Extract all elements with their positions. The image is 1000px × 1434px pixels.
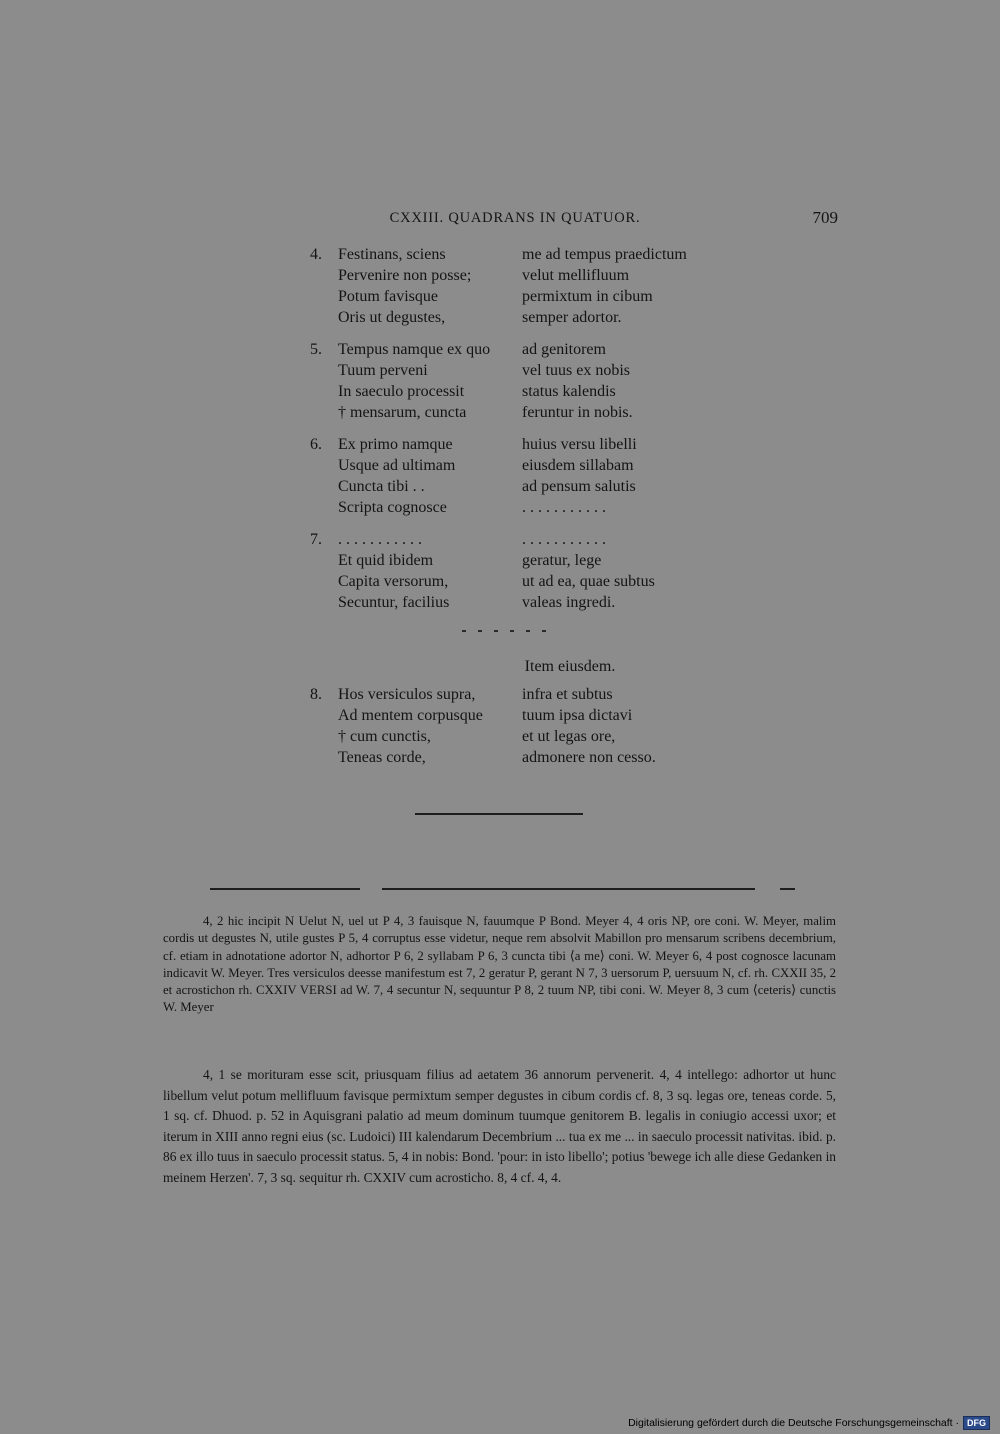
verse-left: Teneas corde,: [338, 749, 426, 766]
end-of-poem-rule: [415, 813, 583, 815]
verse-right: valeas ingredi.: [522, 594, 616, 611]
verse-right: ad pensum salutis: [522, 478, 636, 495]
running-header: [310, 208, 838, 232]
stanza-number: 7.: [310, 531, 322, 548]
section-divider: [462, 630, 552, 632]
stanza-number: 5.: [310, 341, 322, 358]
verse-line: [310, 476, 830, 497]
footnote-rule: [210, 888, 795, 890]
commentary: [163, 1065, 836, 1188]
verse-left: Scripta cognosce: [338, 499, 447, 516]
verse-right: infra et subtus: [522, 686, 613, 703]
verse-line: [310, 307, 830, 328]
poem-stanzas: [310, 244, 830, 624]
verse-right: semper adortor.: [522, 309, 622, 326]
verse-left: † cum cunctis,: [338, 728, 431, 745]
verse-line: [310, 684, 830, 705]
page-number: 709: [812, 208, 838, 227]
verse-right: . . . . . . . . . . .: [522, 531, 606, 548]
verse-left: Pervenire non posse;: [338, 267, 472, 284]
verse-right: ut ad ea, quae subtus: [522, 573, 655, 590]
verse-right: feruntur in nobis.: [522, 404, 633, 421]
verse-line: [310, 244, 830, 265]
verse-left: In saeculo processit: [338, 383, 465, 400]
verse-right: permixtum in cibum: [522, 288, 653, 305]
verse-right: me ad tempus praedictum: [522, 246, 687, 263]
page-title: CXXIII. QUADRANS IN QUATUOR.: [389, 210, 641, 226]
verse-left: † mensarum, cuncta: [338, 404, 467, 421]
verse-left: Oris ut degustes,: [338, 309, 446, 326]
verse-line: [310, 381, 830, 402]
stanza-5: [310, 339, 830, 423]
verse-right: ad genitorem: [522, 341, 606, 358]
stanza-number: 4.: [310, 246, 322, 263]
verse-line: [310, 339, 830, 360]
digitization-footer: [628, 1416, 990, 1430]
verse-left: Tuum perveni: [338, 362, 428, 379]
verse-right: velut mellifluum: [522, 267, 630, 284]
critical-notes-text: 4, 2 hic incipit N Uelut N, uel ut P 4, 3 fauisque N, fauumque P Bond. Meyer 4, 4 oris NP, ore coni. W. Meyer, malim cordis ut degustes N, utile gustes P 5, 4 corruptus esse videtur, neque rem absolvit Mabillon pro mensarum scribens decembrium, cf. etiam in adnotatione adortor N, adhortor P 6, 2 syllabam P 6, 3 cuncta tibi ⟨a me⟩ coni. W. Meyer 6, 4 post cognosce lacunam indicavit W. Meyer. Tres versiculos deesse manifestum est 7, 2 geratur P, gerant N 7, 3 uersorum P, uersuum N, cf. rh. CXXII 35, 2 et acrostichon rh. CXXIV VERSI ad W. 7, 4 secuntur N, sequuntur P 8, 2 tuum NP, tibi coni. W. Meyer 8, 3 cum ⟨ceteris⟩ cunctis W. Meyer: [163, 914, 836, 1015]
verse-line: [310, 550, 830, 571]
commentary-text: 4, 1 se morituram esse scit, priusquam filius ad aetatem 36 annorum pervenerit. 4, 4 intellego: adhortor ut hunc libellum velut potum mellifluum favisque permixtum semper degustes in cibum cordis cf. 8, 3 sq. legas ore, teneas corde. 5, 1 sq. cf. Dhuod. p. 52 in Aquisgrani palatio ad meum dominum tuumque genitorem B. legalis in coniugio accessi uxor; et iterum in XIII anno regni eius (sc. Ludoici) III kalendarum Decembrium ... tua ex me ... in saeculo processit nativitas. ibid. p. 86 ex illo tuus in saeculo processit status. 5, 4 in nobis: Bond. 'pour: in isto libello'; potius 'bewege ich alle diese Gedanken in meinem Herzen'. 7, 3 sq. sequitur rh. CXXIV cum acrosticho. 8, 4 cf. 4, 4.: [163, 1067, 836, 1185]
verse-right: tuum ipsa dictavi: [522, 707, 633, 724]
dfg-logo: DFG: [963, 1416, 990, 1430]
verse-line: [310, 571, 830, 592]
verse-line: [310, 455, 830, 476]
stanza-6: [310, 434, 830, 518]
verse-left: Hos versiculos supra,: [338, 686, 476, 703]
stanza-number: 8.: [310, 686, 322, 703]
verse-line: [310, 434, 830, 455]
verse-left: Festinans, sciens: [338, 246, 446, 263]
verse-line: [310, 360, 830, 381]
verse-right: huius versu libelli: [522, 436, 637, 453]
verse-right: et ut legas ore,: [522, 728, 616, 745]
verse-right: geratur, lege: [522, 552, 602, 569]
verse-left: Cuncta tibi . .: [338, 478, 425, 495]
item-heading: Item eiusdem.: [524, 658, 616, 675]
verse-left: Et quid ibidem: [338, 552, 434, 569]
verse-left: Ex primo namque: [338, 436, 453, 453]
verse-line: [310, 402, 830, 423]
stanza-7: [310, 529, 830, 613]
footer-text: Digitalisierung gefördert durch die Deutsche Forschungsgemeinschaft ·: [628, 1417, 959, 1429]
verse-left: Tempus namque ex quo: [338, 341, 491, 358]
verse-left: Potum favisque: [338, 288, 438, 305]
verse-right: eiusdem sillabam: [522, 457, 634, 474]
verse-line: [310, 726, 830, 747]
verse-line: [310, 497, 830, 518]
critical-apparatus: [163, 913, 836, 1017]
verse-left: Ad mentem corpusque: [338, 707, 483, 724]
verse-right: status kalendis: [522, 383, 616, 400]
verse-left: . . . . . . . . . . .: [338, 531, 422, 548]
verse-left: Secuntur, facilius: [338, 594, 450, 611]
verse-line: [310, 705, 830, 726]
verse-line: [310, 286, 830, 307]
verse-left: Capita versorum,: [338, 573, 449, 590]
verse-right: vel tuus ex nobis: [522, 362, 630, 379]
verse-line: [310, 529, 830, 550]
stanza-4: [310, 244, 830, 328]
verse-line: [310, 747, 830, 768]
verse-left: Usque ad ultimam: [338, 457, 456, 474]
stanza-8: [310, 684, 830, 768]
stanza-number: 6.: [310, 436, 322, 453]
verse-right: admonere non cesso.: [522, 749, 656, 766]
verse-line: [310, 592, 830, 613]
verse-line: [310, 265, 830, 286]
verse-right: . . . . . . . . . . .: [522, 499, 606, 516]
